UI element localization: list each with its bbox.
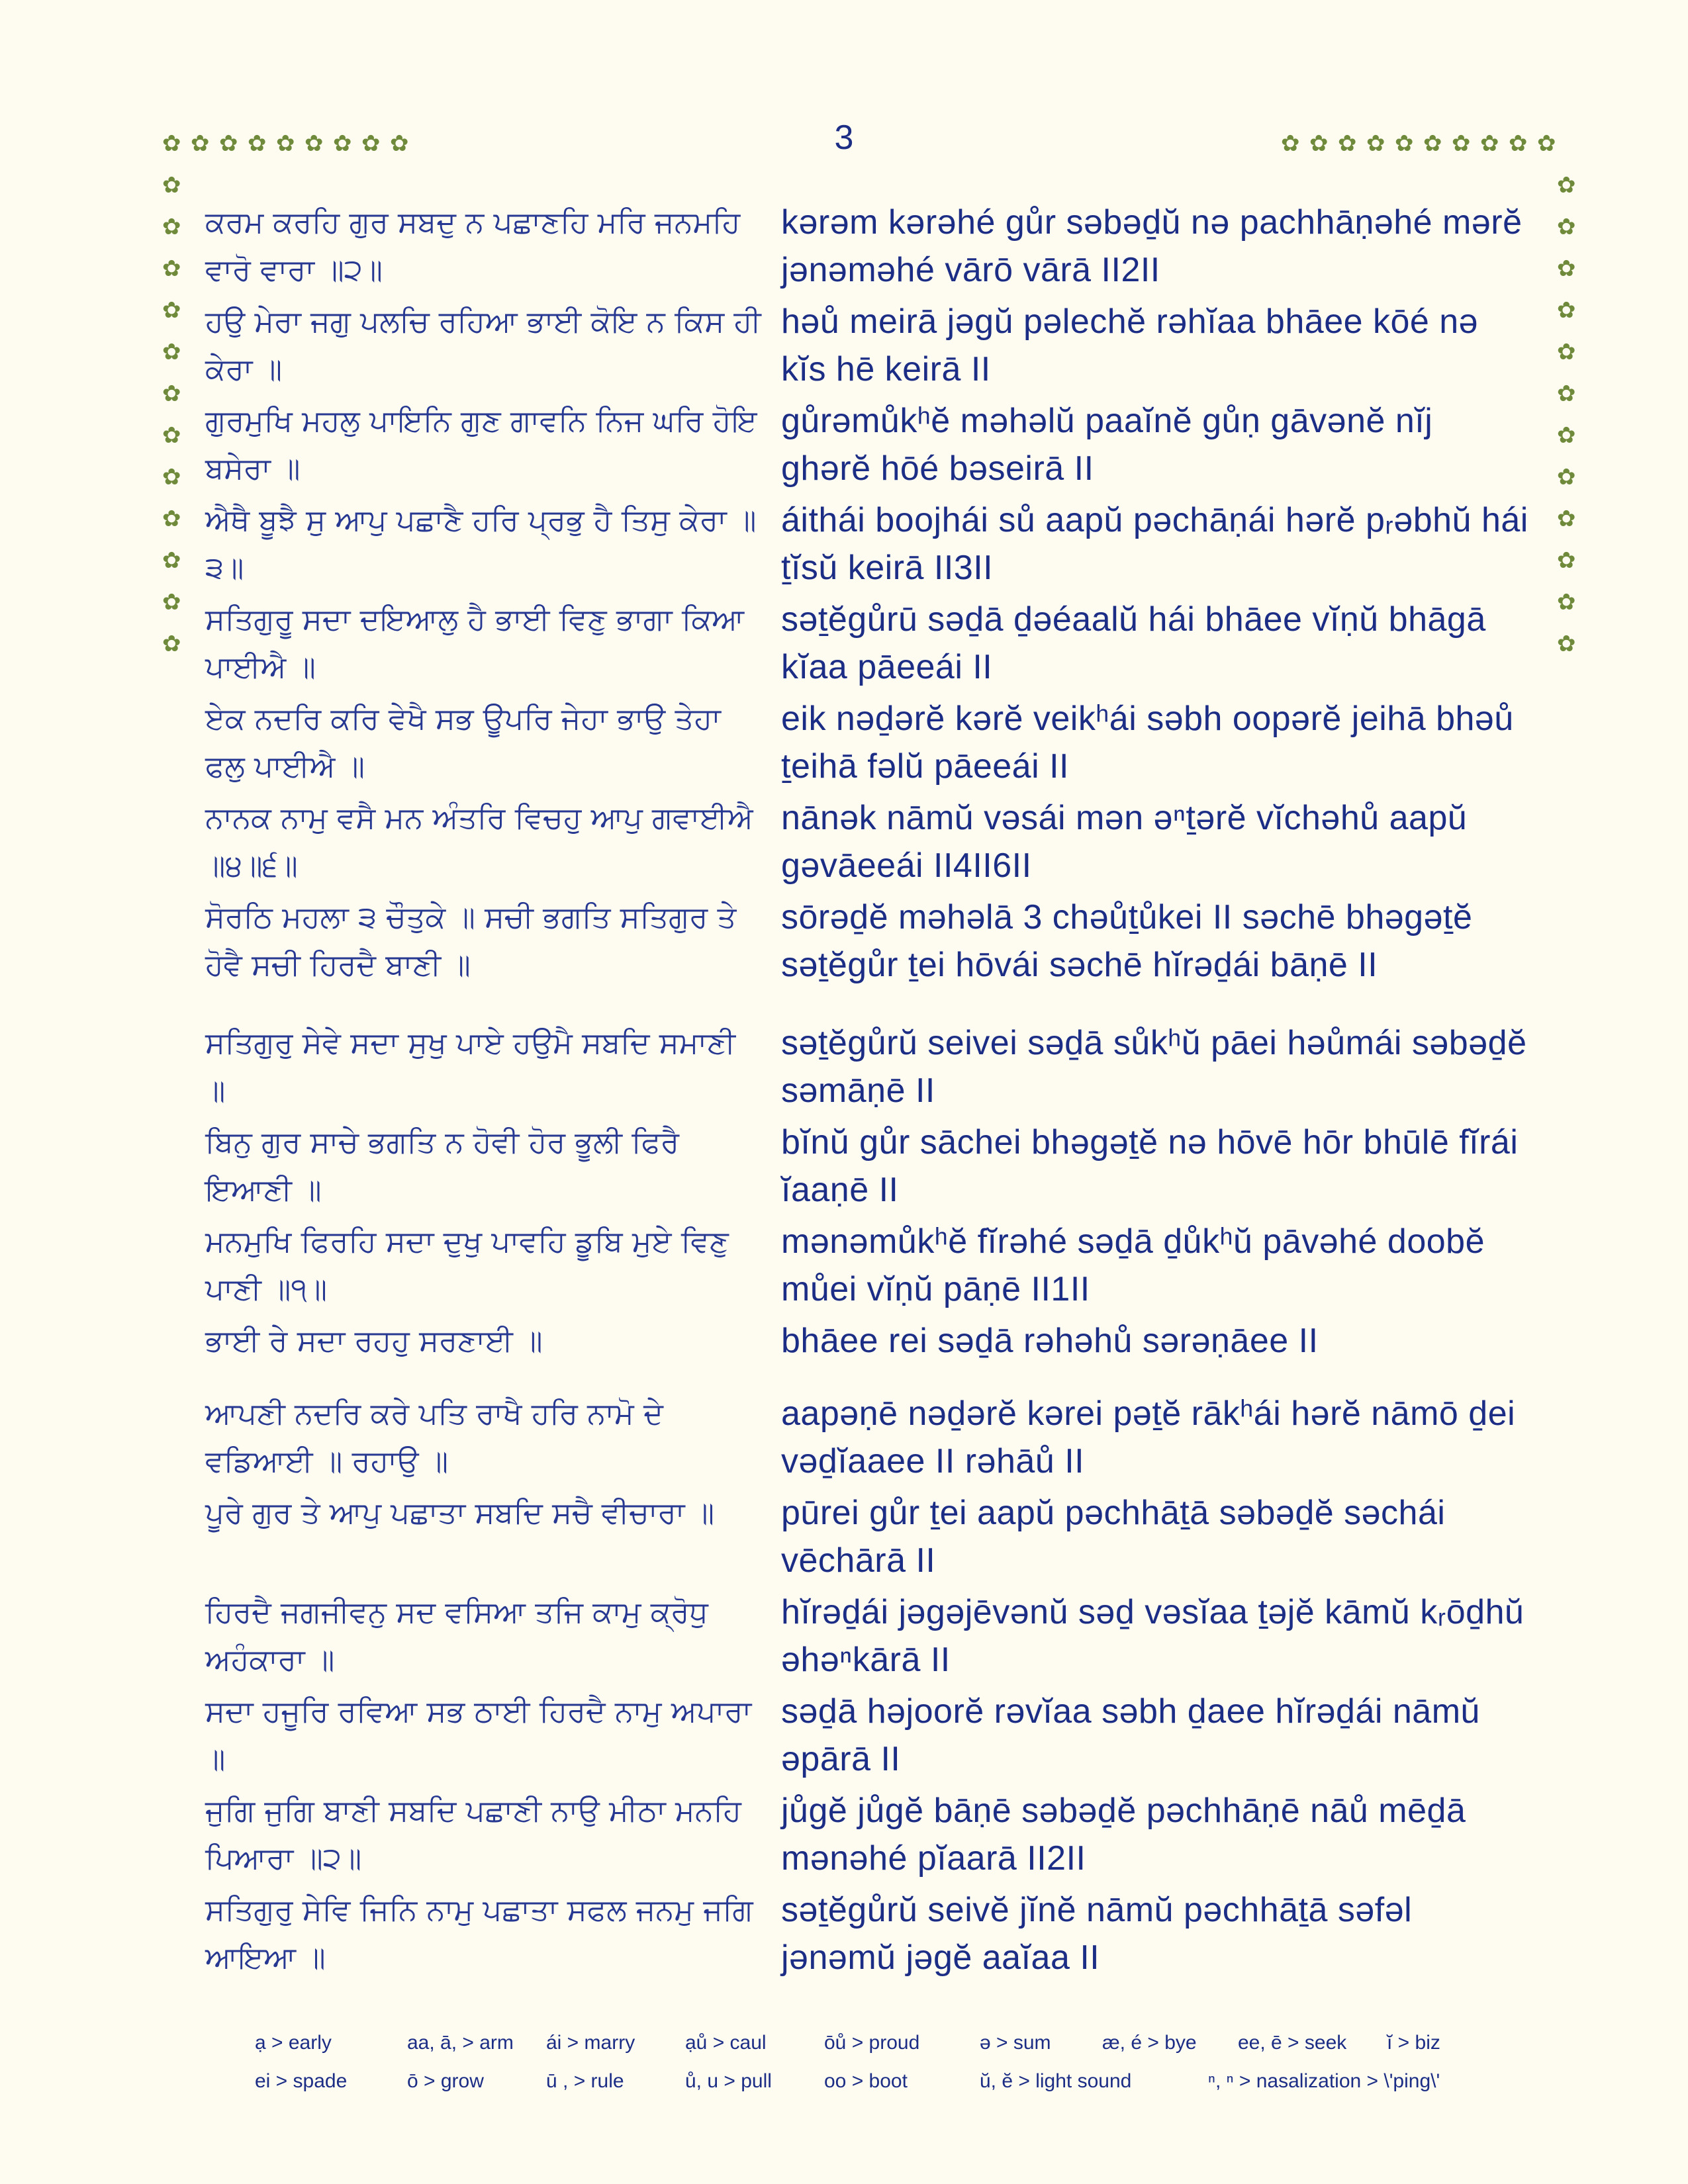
transliteration-line: gůrəmůkʰĕ məhəlŭ paaĭnĕ gůṇ gāvənĕ nĭj ghərĕ hōé bəseirā II xyxy=(781,402,1433,488)
gurmukhi-line: ਹਿਰਦੈ ਜਗਜੀਵਨੁ ਸਦ ਵਸਿਆ ਤਜਿ ਕਾਮੁ ਕ੍ਰੋਧੁ ਅਹੰਕਾਰਾ ॥ xyxy=(205,1594,708,1677)
legend-item: ū , > rule xyxy=(546,2070,624,2092)
flower-ornament-icon: ✿ xyxy=(162,464,181,490)
legend-item: aa, ā, > arm xyxy=(407,2032,514,2054)
legend-item: æ, é > bye xyxy=(1102,2032,1197,2054)
legend-item: ei > spade xyxy=(255,2070,348,2092)
flower-ornament-icon: ✿ xyxy=(333,130,352,157)
legend-item: ů, u > pull xyxy=(685,2070,772,2092)
gurmukhi-line: ਸਦਾ ਹਜੂਰਿ ਰਵਿਆ ਸਭ ਠਾਈ ਹਿਰਦੈ ਨਾਮੁ ਅਪਾਰਾ ॥ xyxy=(205,1694,752,1776)
flower-ornament-icon: ✿ xyxy=(390,130,409,157)
flower-ornament-icon: ✿ xyxy=(162,339,181,365)
gurmukhi-line: ਸੋਰਠਿ ਮਹਲਾ ੩ ਚੌਤੁਕੇ ॥ ਸਚੀ ਭਗਤਿ ਸਤਿਗੁਰ ਤੇ ਹੋਵੈ ਸਚੀ ਹਿਰਦੈ ਬਾਣੀ ॥ xyxy=(205,899,737,982)
gurmukhi-line: ਸਤਿਗੁਰੁ ਸੇਵਿ ਜਿਨਿ ਨਾਮੁ ਪਛਾਤਾ ਸਫਲ ਜਨਮੁ ਜਗਿ ਆਇਆ ॥ xyxy=(205,1892,753,1975)
flower-ornament-icon: ✿ xyxy=(1537,130,1556,157)
flower-ornament-icon: ✿ xyxy=(162,214,181,240)
transliteration-line: hĭrəḏái jəgəjēvənŭ səḏ vəsĭaa ṯəjĕ kāmŭ kᵣōḏhŭ əhəⁿkārā II xyxy=(781,1593,1524,1679)
flower-ornament-icon: ✿ xyxy=(219,130,238,157)
transliteration-line: səṯĕgůrŭ seivei səḏā sůkʰŭ pāei həůmái səbəḏĕ səmāṇē II xyxy=(781,1024,1527,1110)
flower-ornament-icon: ✿ xyxy=(162,172,181,199)
transliteration-line: həů meirā jəgŭ pəlechĕ rəhĭaa bhāee kōé nə kĭs hē keirā II xyxy=(781,302,1479,388)
gurmukhi-line: ਗੁਰਮੁਖਿ ਮਹਲੁ ਪਾਇਨਿ ਗੁਣ ਗਾਵਨਿ ਨਿਜ ਘਰਿ ਹੋਇ ਬਸੇਰਾ ॥ xyxy=(205,403,757,486)
flower-ornament-icon: ✿ xyxy=(1557,172,1576,199)
legend-item: ạů > caul xyxy=(685,2032,767,2054)
transliteration-line: áithái boojhái sů aapŭ pəchāṇái hərĕ pᵣəbhŭ hái ṯĭsŭ keirā II3II xyxy=(781,501,1528,587)
flower-ornament-icon: ✿ xyxy=(162,297,181,324)
gurmukhi-line: ਪੂਰੇ ਗੁਰ ਤੇ ਆਪੁ ਪਛਾਤਾ ਸਬਦਿ ਸਚੈ ਵੀਚਾਰਾ ॥ xyxy=(205,1495,715,1530)
flower-ornament-icon: ✿ xyxy=(1395,130,1414,157)
flower-ornament-icon: ✿ xyxy=(1281,130,1300,157)
flower-ornament-icon: ✿ xyxy=(162,589,181,615)
flower-ornament-icon: ✿ xyxy=(1452,130,1471,157)
pronunciation-legend xyxy=(255,2032,1479,2109)
legend-row-1 xyxy=(255,2032,1479,2070)
gurmukhi-line: ਸਤਿਗੁਰੂ ਸਦਾ ਦਇਆਲੁ ਹੈ ਭਾਈ ਵਿਣੁ ਭਾਗਾ ਕਿਆ ਪਾਈਐ ॥ xyxy=(205,602,745,684)
legend-item: oo > boot xyxy=(824,2070,908,2092)
flower-ornament-icon: ✿ xyxy=(248,130,267,157)
flower-ornament-icon: ✿ xyxy=(1557,631,1576,657)
legend-row-2 xyxy=(255,2070,1479,2109)
flower-ornament-icon: ✿ xyxy=(162,255,181,282)
transliteration-line: aapəṇē nəḏərĕ kərei pəṯĕ rākʰái hərĕ nāmō ḏei vəḏĭaaee II rəhāů II xyxy=(781,1394,1516,1480)
legend-item: ŭ, ĕ > light sound xyxy=(980,2070,1132,2092)
transliteration-line: sōrəḏĕ məhəlā 3 chəůṯůkei II səchē bhəgəṯĕ səṯĕgůr ṯei hōvái səchē hĭrəḏái bāṇē II xyxy=(781,898,1473,984)
legend-item: ĭ > biz xyxy=(1387,2032,1440,2054)
flower-ornament-icon: ✿ xyxy=(361,130,381,157)
transliteration-line: bhāee rei səḏā rəhəhů sərəṇāee II xyxy=(781,1322,1319,1360)
flower-ornament-icon: ✿ xyxy=(162,547,181,574)
transliteration-line: eik nəḏərĕ kərĕ veikʰái səbh oopərĕ jeihā bhəů ṯeihā fəlŭ pāeeái II xyxy=(781,700,1514,786)
page-number: 3 xyxy=(834,118,854,157)
flower-ornament-icon: ✿ xyxy=(1557,464,1576,490)
flower-ornament-icon: ✿ xyxy=(1557,589,1576,615)
flower-ornament-icon: ✿ xyxy=(276,130,295,157)
gurmukhi-line: ਹਉ ਮੇਰਾ ਜਗੁ ਪਲਚਿ ਰਹਿਆ ਭਾਈ ਕੋਇ ਨ ਕਿਸ ਹੀ ਕੇਰਾ ॥ xyxy=(205,304,761,387)
legend-item: ạ > early xyxy=(255,2032,332,2054)
gurmukhi-line: ਭਾਈ ਰੇ ਸਦਾ ਰਹਹੁ ਸਰਣਾਈ ॥ xyxy=(205,1323,543,1358)
gurmukhi-line: ਐਥੈ ਬੂਝੈ ਸੁ ਆਪੁ ਪਛਾਣੈ ਹਰਿ ਪ੍ਰਭੁ ਹੈ ਤਿਸੁ ਕੇਰਾ ॥੩॥ xyxy=(205,502,757,585)
gurmukhi-line: ਏਕ ਨਦਰਿ ਕਰਿ ਵੇਖੈ ਸਭ ਊਪਰਿ ਜੇਹਾ ਭਾਉ ਤੇਹਾ ਫਲੁ ਪਾਈਐ ॥ xyxy=(205,701,721,784)
gurmukhi-line: ਬਿਨੁ ਗੁਰ ਸਾਚੇ ਭਗਤਿ ਨ ਹੋਵੀ ਹੋਰ ਭੂਲੀ ਫਿਰੈ ਇਆਣੀ ॥ xyxy=(205,1124,680,1207)
transliteration-line: jůgĕ jůgĕ bāṇē səbəḏĕ pəchhāṇē nāů mēḏā mənəhé pĭaarā II2II xyxy=(781,1792,1466,1878)
legend-item: ee, ē > seek xyxy=(1238,2032,1347,2054)
flower-ornament-icon: ✿ xyxy=(1423,130,1442,157)
transliteration-line: mənəmůkʰĕ fĭrəhé səḏā ḏůkʰŭ pāvəhé doobĕ můei vĭṇŭ pāṇē II1II xyxy=(781,1222,1485,1308)
flower-ornament-icon: ✿ xyxy=(1557,381,1576,407)
flower-ornament-icon: ✿ xyxy=(162,506,181,532)
legend-item: ōů > proud xyxy=(824,2032,920,2054)
flower-ornament-icon: ✿ xyxy=(1480,130,1499,157)
gurmukhi-line: ਮਨਮੁਖਿ ਫਿਰਹਿ ਸਦਾ ਦੁਖੁ ਪਾਵਹਿ ਡੂਬਿ ਮੁਏ ਵਿਣੁ ਪਾਣੀ ॥੧॥ xyxy=(205,1224,729,1306)
flower-ornament-icon: ✿ xyxy=(1338,130,1357,157)
legend-item: ō > grow xyxy=(407,2070,484,2092)
transliteration-line: səṯĕgůrū səḏā ḏəéaalŭ hái bhāee vĭṇŭ bhāgā kĭaa pāeeái II xyxy=(781,600,1486,686)
flower-ornament-icon: ✿ xyxy=(1557,547,1576,574)
flower-ornament-icon: ✿ xyxy=(162,422,181,449)
transliteration-line: bĭnŭ gůr sāchei bhəgəṯĕ nə hōvē hōr bhūlē fĭrái ĭaaṇē II xyxy=(781,1123,1519,1209)
gurmukhi-line: ਕਰਮ ਕਰਹਿ ਗੁਰ ਸਬਦੁ ਨ ਪਛਾਣਹਿ ਮਰਿ ਜਨਮਹਿ ਵਾਰੋ ਵਾਰਾ ॥੨॥ xyxy=(205,205,741,287)
flower-ornament-icon: ✿ xyxy=(1557,255,1576,282)
flower-ornament-icon: ✿ xyxy=(162,631,181,657)
flower-ornament-icon: ✿ xyxy=(1309,130,1329,157)
flower-ornament-icon: ✿ xyxy=(1557,422,1576,449)
legend-item: ⁿ, ⁿ > nasalization > \'ping\' xyxy=(1208,2070,1440,2092)
flower-ornament-icon: ✿ xyxy=(162,381,181,407)
flower-ornament-icon: ✿ xyxy=(1557,339,1576,365)
flower-ornament-icon: ✿ xyxy=(305,130,324,157)
flower-ornament-icon: ✿ xyxy=(191,130,210,157)
flower-ornament-icon: ✿ xyxy=(1557,214,1576,240)
transliteration-line: nānək nāmŭ vəsái mən əⁿṯərĕ vĭchəhů aapŭ gəvāeeái II4II6II xyxy=(781,799,1468,885)
flower-ornament-icon: ✿ xyxy=(1557,506,1576,532)
legend-item: ə > sum xyxy=(980,2032,1051,2054)
flower-ornament-icon: ✿ xyxy=(1509,130,1528,157)
gurmukhi-line: ਨਾਨਕ ਨਾਮੁ ਵਸੈ ਮਨ ਅੰਤਰਿ ਵਿਚਹੁ ਆਪੁ ਗਵਾਈਐ ॥੪॥੬॥ xyxy=(205,800,753,883)
gurmukhi-line: ਸਤਿਗੁਰੁ ਸੇਵੇ ਸਦਾ ਸੁਖੁ ਪਾਏ ਹਉਮੈ ਸਬਦਿ ਸਮਾਣੀ ॥ xyxy=(205,1025,736,1108)
flower-ornament-icon: ✿ xyxy=(1366,130,1385,157)
transliteration-line: pūrei gůr ṯei aapŭ pəchhāṯā səbəḏĕ səchái vēchārā II xyxy=(781,1494,1446,1580)
transliteration-line: səḏā həjoorĕ rəvĭaa səbh ḏaee hĭrəḏái nāmŭ əpārā II xyxy=(781,1692,1480,1778)
flower-ornament-icon: ✿ xyxy=(1557,297,1576,324)
legend-item: ái > marry xyxy=(546,2032,635,2054)
transliteration-line: kərəm kərəhé gůr səbəḏŭ nə pachhāṇəhé mərĕ jənəməhé vārō vārā II2II xyxy=(781,203,1523,289)
flower-ornament-icon: ✿ xyxy=(162,130,181,157)
transliteration-line: səṯĕgůrŭ seivĕ jĭnĕ nāmŭ pəchhāṯā səfəl jənəmŭ jəgĕ aaĭaa II xyxy=(781,1891,1413,1977)
gurmukhi-line: ਆਪਣੀ ਨਦਰਿ ਕਰੇ ਪਤਿ ਰਾਖੈ ਹਰਿ ਨਾਮੋ ਦੇ ਵਡਿਆਈ ॥ ਰਹਾਉ ॥ xyxy=(205,1396,663,1479)
gurmukhi-line: ਜੁਗਿ ਜੁਗਿ ਬਾਣੀ ਸਬਦਿ ਪਛਾਣੀ ਨਾਉ ਮੀਠਾ ਮਨਹਿ ਪਿਆਰਾ ॥੨॥ xyxy=(205,1793,741,1876)
